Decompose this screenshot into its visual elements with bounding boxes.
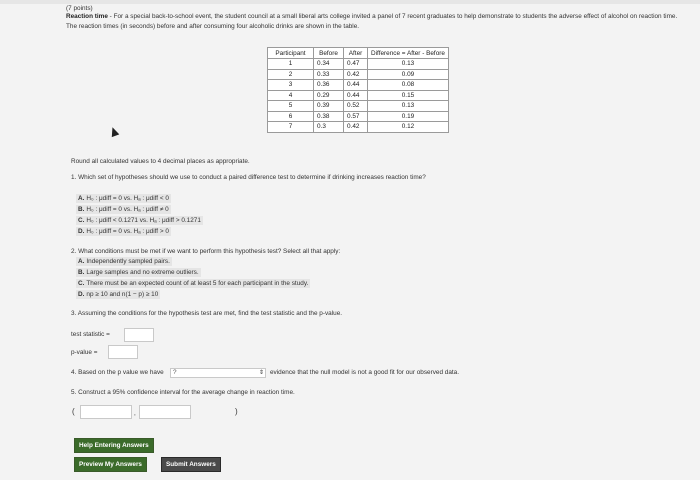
p-value-input[interactable] xyxy=(108,345,138,359)
q2-prompt: 2. What conditions must be met if we want to perform this hypothesis test? Select all that apply: xyxy=(71,248,341,255)
q1-prompt: 1. Which set of hypotheses should we use to conduct a paired difference test to determine if drinking increases reaction time? xyxy=(71,174,426,181)
cell-participant: 5 xyxy=(268,101,314,112)
cell-before: 0.38 xyxy=(314,111,344,122)
test-statistic-label: test statistic = xyxy=(71,331,110,338)
problem-text: - For a special back-to-school event, the student council at a small liberal arts college invited a panel of 7 recent graduates to help demonstrate to students the adverse effect of alcohol on reaction time. The reaction times (in seconds) before and after consuming four alcoholic drinks are shown in the table. xyxy=(66,13,678,30)
evidence-select[interactable]: ? ⇕ xyxy=(170,368,266,378)
ci-lower-input[interactable] xyxy=(80,405,132,419)
cell-after: 0.44 xyxy=(344,90,368,101)
points-label: (7 points) xyxy=(66,5,93,12)
problem-intro xyxy=(66,12,686,31)
rounding-note: Round all calculated values to 4 decimal places as appropriate. xyxy=(71,158,250,165)
cell-before: 0.34 xyxy=(314,59,344,70)
cell-after: 0.47 xyxy=(344,59,368,70)
q1-option-a[interactable]: A. H₀ : μdiff = 0 vs. Hₐ : μdiff < 0 xyxy=(78,195,169,202)
cell-difference: 0.13 xyxy=(368,101,449,112)
preview-answers-button[interactable]: Preview My Answers xyxy=(74,457,147,472)
table-row xyxy=(268,59,449,70)
cell-before: 0.29 xyxy=(314,90,344,101)
cell-after: 0.42 xyxy=(344,69,368,80)
help-entering-answers-button[interactable]: Help Entering Answers xyxy=(74,438,154,453)
cell-after: 0.57 xyxy=(344,111,368,122)
ci-upper-input[interactable] xyxy=(139,405,191,419)
table-row xyxy=(268,101,449,112)
q2-option-a[interactable]: A. Independently sampled pairs. xyxy=(78,258,170,265)
header-before: Before xyxy=(314,48,344,59)
q2-option-b[interactable]: B. Large samples and no extreme outliers. xyxy=(78,269,199,276)
p-value-label: p-value = xyxy=(71,349,98,356)
mouse-cursor-icon xyxy=(109,126,120,137)
q4-prefix: 4. Based on the p value we have xyxy=(71,369,164,376)
q5-prompt: 5. Construct a 95% confidence interval for the average change in reaction time. xyxy=(71,389,295,396)
cell-difference: 0.15 xyxy=(368,90,449,101)
cell-difference: 0.12 xyxy=(368,122,449,133)
submit-answers-button[interactable]: Submit Answers xyxy=(161,457,221,472)
q3-prompt: 3. Assuming the conditions for the hypothesis test are met, find the test statistic and the p-value. xyxy=(71,310,343,317)
cell-after: 0.52 xyxy=(344,101,368,112)
cell-before: 0.3 xyxy=(314,122,344,133)
cell-participant: 7 xyxy=(268,122,314,133)
cell-difference: 0.19 xyxy=(368,111,449,122)
cell-after: 0.44 xyxy=(344,80,368,91)
cell-participant: 4 xyxy=(268,90,314,101)
cell-after: 0.42 xyxy=(344,122,368,133)
header-participant: Participant xyxy=(268,48,314,59)
select-arrows-icon: ⇕ xyxy=(258,370,264,376)
q4-suffix: evidence that the null model is not a good fit for our observed data. xyxy=(270,369,459,376)
cell-before: 0.36 xyxy=(314,80,344,91)
cell-participant: 1 xyxy=(268,59,314,70)
cell-difference: 0.13 xyxy=(368,59,449,70)
table-header-row xyxy=(268,48,449,59)
header-after: After xyxy=(344,48,368,59)
cell-difference: 0.09 xyxy=(368,69,449,80)
cell-participant: 3 xyxy=(268,80,314,91)
cell-before: 0.33 xyxy=(314,69,344,80)
problem-title: Reaction time xyxy=(66,13,108,20)
q1-option-c[interactable]: C. H₀ : μdiff < 0.1271 vs. Hₐ : μdiff > 0.1271 xyxy=(78,217,201,224)
ci-comma: , xyxy=(134,410,136,417)
q1-option-b[interactable]: B. H₀ : μdiff = 0 vs. Hₐ : μdiff ≠ 0 xyxy=(78,206,169,213)
table-row xyxy=(268,90,449,101)
table-row xyxy=(268,122,449,133)
table-row xyxy=(268,111,449,122)
cell-participant: 6 xyxy=(268,111,314,122)
header-difference: Difference = After - Before xyxy=(368,48,449,59)
table-row xyxy=(268,80,449,91)
cell-difference: 0.08 xyxy=(368,80,449,91)
q2-option-c[interactable]: C. There must be an expected count of at least 5 for each participant in the study. xyxy=(78,280,309,287)
ci-close-paren: ) xyxy=(235,407,238,416)
top-bar xyxy=(0,0,700,4)
q1-option-d[interactable]: D. H₀ : μdiff = 0 vs. Hₐ : μdiff > 0 xyxy=(78,228,169,235)
table-row xyxy=(268,69,449,80)
test-statistic-input[interactable] xyxy=(124,328,154,342)
cell-before: 0.39 xyxy=(314,101,344,112)
reaction-time-table xyxy=(267,47,449,133)
q2-option-d[interactable]: D. np ≥ 10 and n(1 − p) ≥ 10 xyxy=(78,291,159,298)
cell-participant: 2 xyxy=(268,69,314,80)
ci-open-paren: ( xyxy=(72,407,75,416)
